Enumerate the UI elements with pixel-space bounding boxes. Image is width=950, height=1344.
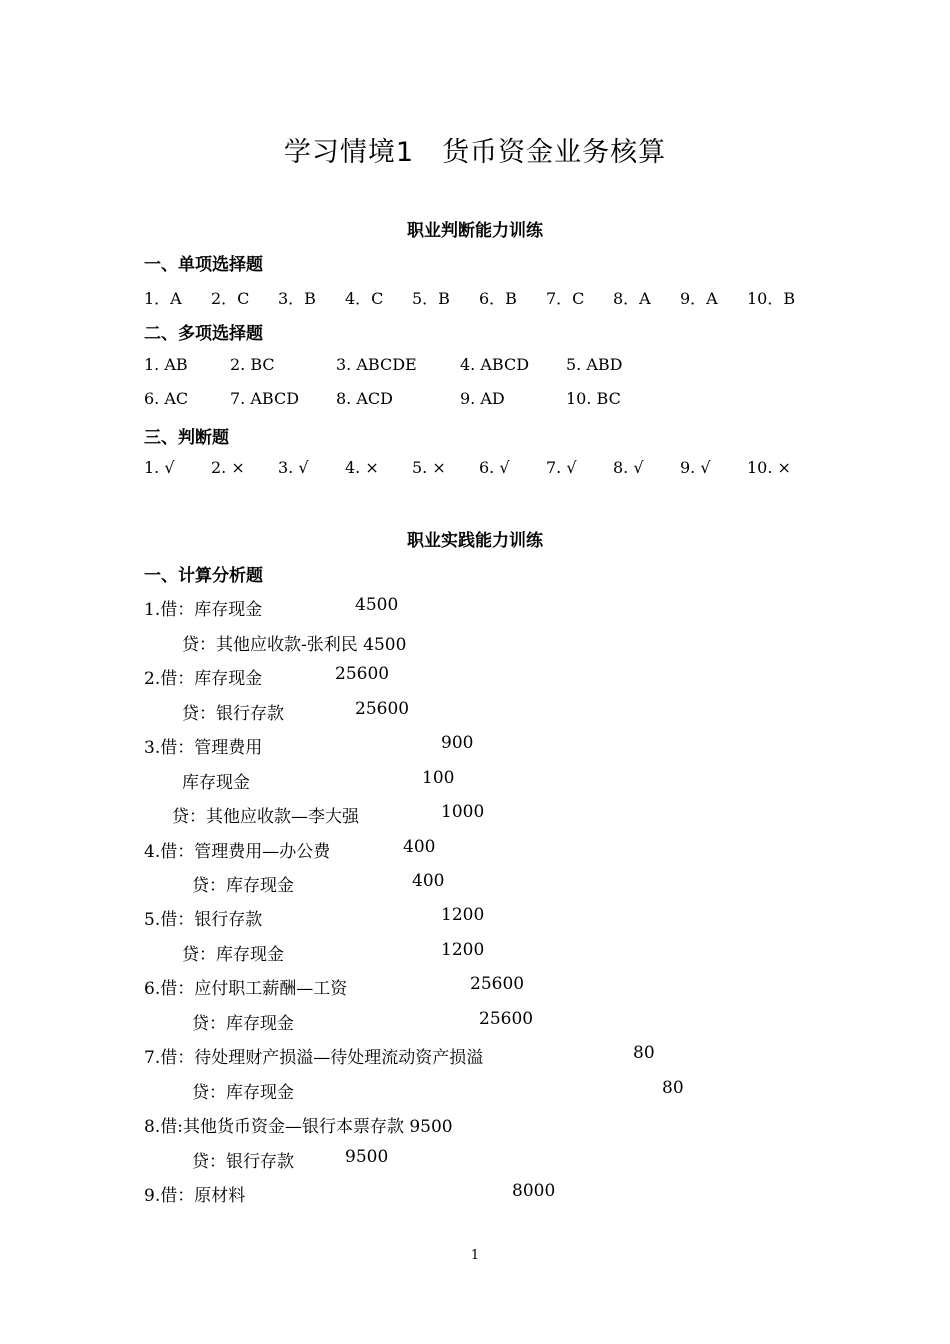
entry-amount: 1000 (441, 802, 485, 822)
entry-account: 5.借：银行存款 (144, 910, 263, 930)
entry-amount: 400 (412, 871, 445, 891)
heading-single-choice: 一、单项选择题 (144, 255, 263, 275)
judgment-answer-8: 8. √ (613, 458, 644, 477)
entry-account: 3.借：管理费用 (144, 738, 263, 758)
multi-answer-3: 3. ABCDE (336, 355, 417, 374)
single-answer-2: 2．C (211, 289, 250, 308)
entry-account: 6.借：应付职工薪酬—工资 (144, 979, 348, 999)
multi-answer-1: 1. AB (144, 355, 188, 374)
judgment-answer-4: 4. × (345, 458, 379, 477)
entry-amount: 25600 (355, 699, 410, 719)
entry-account: 贷：银行存款 (192, 1152, 294, 1172)
single-answer-7: 7．C (546, 289, 585, 308)
multi-answer-7: 7. ABCD (230, 389, 300, 408)
entry-amount: 80 (633, 1043, 655, 1063)
judgment-answer-10: 10. × (747, 458, 791, 477)
entry-amount: 100 (422, 768, 455, 788)
section-title-judgment-training: 职业判断能力训练 (407, 221, 543, 241)
entry-amount: 9500 (345, 1147, 389, 1167)
entry-amount: 1200 (441, 940, 485, 960)
entry-account: 1.借：库存现金 (144, 600, 263, 620)
entry-amount: 25600 (335, 664, 390, 684)
entry-amount: 80 (662, 1078, 684, 1098)
page-title: 学习情境1 货币资金业务核算 (283, 137, 667, 168)
entry-account: 8.借:其他货币资金—银行本票存款 9500 (144, 1117, 453, 1137)
entry-amount: 400 (403, 837, 436, 857)
heading-judgment: 三、判断题 (144, 428, 229, 448)
entry-account: 4.借：管理费用—办公费 (144, 842, 331, 862)
entry-amount: 8000 (512, 1181, 556, 1201)
judgment-answer-1: 1. √ (144, 458, 175, 477)
single-answer-5: 5．B (412, 289, 450, 308)
entry-account: 库存现金 (182, 773, 250, 793)
entry-account: 9.借：原材料 (144, 1186, 246, 1206)
heading-multi-choice: 二、多项选择题 (144, 324, 263, 344)
judgment-answer-6: 6. √ (479, 458, 510, 477)
multi-answer-10: 10. BC (566, 389, 621, 408)
multi-answer-9: 9. AD (460, 389, 505, 408)
heading-calc-analysis: 一、计算分析题 (144, 566, 263, 586)
entry-amount: 1200 (441, 905, 485, 925)
entry-account: 贷：其他应收款-张利民 4500 (182, 635, 407, 655)
entry-account: 贷：其他应收款—李大强 (172, 807, 359, 827)
entry-account: 2.借：库存现金 (144, 669, 263, 689)
entry-account: 贷：银行存款 (182, 704, 284, 724)
single-answer-1: 1．A (144, 289, 182, 308)
multi-answer-6: 6. AC (144, 389, 189, 408)
entry-amount: 4500 (355, 595, 399, 615)
single-answer-3: 3．B (278, 289, 316, 308)
single-answer-6: 6．B (479, 289, 517, 308)
section-title-practice-training: 职业实践能力训练 (407, 531, 543, 551)
single-answer-9: 9．A (680, 289, 718, 308)
entry-amount: 900 (441, 733, 474, 753)
judgment-answer-2: 2. × (211, 458, 245, 477)
entry-account: 贷：库存现金 (192, 1014, 294, 1034)
multi-answer-5: 5. ABD (566, 355, 623, 374)
entry-amount: 25600 (470, 974, 525, 994)
multi-answer-8: 8. ACD (336, 389, 393, 408)
single-answer-8: 8．A (613, 289, 651, 308)
single-answer-10: 10．B (747, 289, 796, 308)
entry-amount: 25600 (479, 1009, 534, 1029)
judgment-answer-7: 7. √ (546, 458, 577, 477)
multi-answer-4: 4. ABCD (460, 355, 530, 374)
single-answer-4: 4．C (345, 289, 384, 308)
entry-account: 7.借：待处理财产损溢—待处理流动资产损溢 (144, 1048, 484, 1068)
judgment-answer-3: 3. √ (278, 458, 309, 477)
entry-account: 贷：库存现金 (192, 876, 294, 896)
judgment-answer-9: 9. √ (680, 458, 711, 477)
judgment-answer-5: 5. × (412, 458, 446, 477)
entry-account: 贷：库存现金 (182, 945, 284, 965)
page-number: 1 (470, 1248, 480, 1263)
entry-account: 贷：库存现金 (192, 1083, 294, 1103)
multi-answer-2: 2. BC (230, 355, 275, 374)
